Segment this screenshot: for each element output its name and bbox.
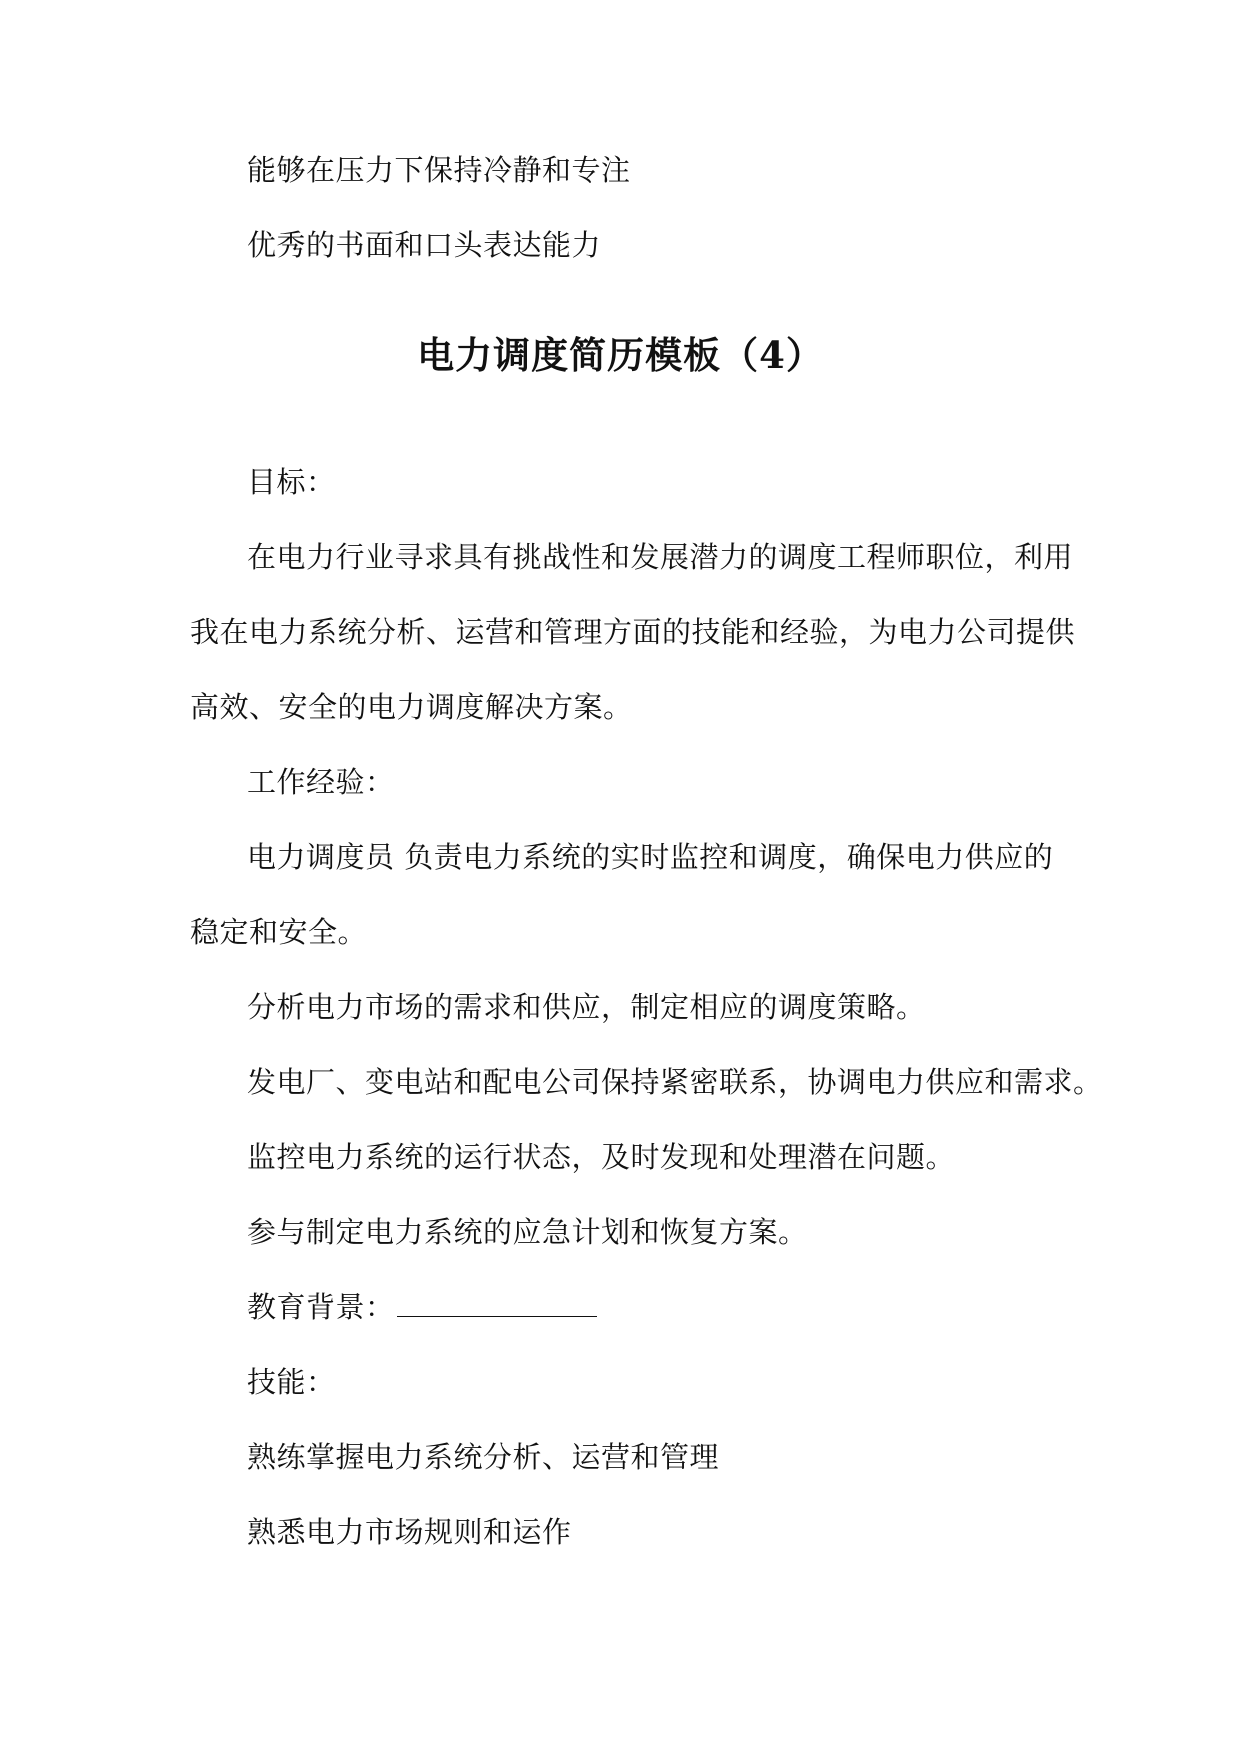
experience-line-2: 稳定和安全。 — [190, 915, 368, 949]
objective-line-3: 高效、安全的电力调度解决方案。 — [190, 690, 633, 724]
objective-line-1: 在电力行业寻求具有挑战性和发展潜力的调度工程师职位，利用 — [247, 540, 1074, 574]
experience-line-6: 参与制定电力系统的应急计划和恢复方案。 — [247, 1215, 808, 1249]
skills-line-2: 熟悉电力市场规则和运作 — [247, 1515, 572, 1549]
education-line — [247, 1287, 597, 1327]
experience-line-3: 分析电力市场的需求和供应，制定相应的调度策略。 — [247, 990, 926, 1024]
skills-line-1: 熟练掌握电力系统分析、运营和管理 — [247, 1440, 720, 1474]
experience-line-1: 电力调度员 负责电力系统的实时监控和调度，确保电力供应的 — [247, 840, 1054, 874]
education-label: 教育背景： — [247, 1290, 395, 1324]
skills-heading: 技能： — [247, 1365, 336, 1399]
experience-heading: 工作经验： — [247, 765, 395, 799]
objective-heading: 目标： — [247, 465, 336, 499]
experience-line-5: 监控电力系统的运行状态，及时发现和处理潜在问题。 — [247, 1140, 956, 1174]
intro-line-2: 优秀的书面和口头表达能力 — [247, 228, 602, 262]
document-title: 电力调度简历模板（4） — [417, 333, 824, 377]
objective-line-2: 我在电力系统分析、运营和管理方面的技能和经验，为电力公司提供 — [190, 615, 1076, 649]
education-blank — [397, 1288, 597, 1317]
experience-line-4: 发电厂、变电站和配电公司保持紧密联系，协调电力供应和需求。 — [247, 1065, 1103, 1099]
intro-line-1: 能够在压力下保持冷静和专注 — [247, 153, 631, 187]
